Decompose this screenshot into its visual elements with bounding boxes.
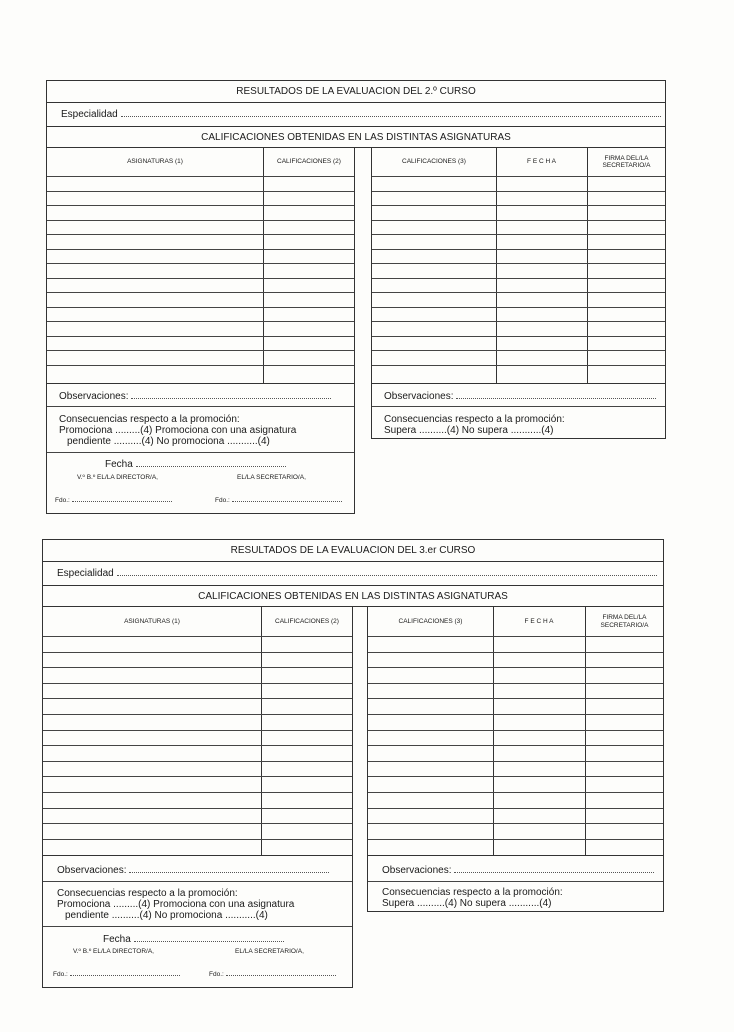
divider [43,881,352,882]
especialidad-row [47,103,665,127]
right-grades-block [367,606,664,912]
table-row[interactable] [372,292,665,293]
table-row[interactable] [372,321,665,322]
table-row[interactable] [372,365,665,366]
left-grades-block [42,606,353,988]
secretario-label: EL/LA SECRETARIO/A, [237,474,306,481]
observaciones-field[interactable] [456,398,656,399]
col-divider [493,607,494,855]
observaciones-field[interactable] [129,872,329,873]
col-firma-line-2: SECRETARIO/A [602,162,651,169]
left-grades-table [46,148,355,384]
fdo-secretario-field[interactable] [226,975,336,976]
fdo-director [53,971,180,978]
especialidad-label: Especialidad [61,109,118,120]
table-row[interactable] [43,839,352,840]
fdo-director-field[interactable] [72,501,172,502]
form-title [47,81,665,103]
table-row[interactable] [47,278,354,279]
table-row[interactable] [368,652,663,653]
table-row[interactable] [47,350,354,351]
consecuencias-block [59,414,296,447]
consecuencias-line-1: Consecuencias respecto a la promoción: [382,887,563,898]
fdo-label: Fdo.: [209,971,224,978]
table-row[interactable] [368,792,663,793]
observaciones-field[interactable] [131,398,331,399]
table-row[interactable] [47,205,354,206]
col-firma-line-2: SECRETARIO/A [600,621,649,629]
form-title-text: RESULTADOS DE LA EVALUACION DEL 3.er CURSO [230,545,476,556]
consecuencias-block [57,888,294,921]
table-row[interactable] [47,220,354,221]
col-calificaciones-2: CALIFICACIONES (2) [275,617,339,625]
col-divider [496,148,497,383]
table-row[interactable] [47,292,354,293]
table-row[interactable] [372,205,665,206]
table-row[interactable] [372,234,665,235]
table-row[interactable] [43,636,352,637]
col-calificaciones-2: CALIFICACIONES (2) [277,158,341,166]
secretario-label: EL/LA SECRETARIO/A, [235,948,304,955]
divider [43,926,352,927]
right-grades-table [367,607,664,856]
observaciones-row [384,391,656,402]
col-firma [585,607,664,636]
director-label: V.º B.º EL/LA DIRECTOR/A, [77,474,158,481]
table-row[interactable] [372,263,665,264]
especialidad-row [43,562,663,586]
consecuencias-line-3: pendiente ..........(4) No promociona ...........(4) [67,436,270,447]
col-divider [263,148,264,383]
table-row[interactable] [47,263,354,264]
observaciones-field[interactable] [454,872,654,873]
fdo-secretario [209,971,336,978]
fdo-director [55,497,172,504]
table-row[interactable] [368,683,663,684]
table-row[interactable] [372,249,665,250]
calificaciones-heading-text: CALIFICACIONES OBTENIDAS EN LAS DISTINTAS ASIGNATURAS [201,132,511,143]
fecha-row [105,459,286,470]
consecuencias-line-2: Supera ..........(4) No supera ...........(4) [382,898,552,909]
table-row[interactable] [47,321,354,322]
table-row[interactable] [47,336,354,337]
table-row[interactable] [372,278,665,279]
table-row[interactable] [47,249,354,250]
table-row[interactable] [43,683,352,684]
table-row[interactable] [368,730,663,731]
table-row[interactable] [43,776,352,777]
table-row[interactable] [43,823,352,824]
fecha-field[interactable] [136,466,286,467]
consecuencias-line-2: Supera ..........(4) No supera ...........(4) [384,425,554,436]
observaciones-label: Observaciones: [384,391,454,402]
table-row[interactable] [368,698,663,699]
table-row[interactable] [368,776,663,777]
table-row[interactable] [43,652,352,653]
form-title [43,540,663,562]
observaciones-label: Observaciones: [57,865,127,876]
fdo-secretario [215,497,342,504]
col-asignaturas: ASIGNATURAS (1) [127,158,183,166]
fdo-label: Fdo.: [53,971,68,978]
fecha-field[interactable] [134,941,284,942]
fdo-label: Fdo.: [55,497,70,504]
table-row[interactable] [47,234,354,235]
fdo-secretario-field[interactable] [232,501,342,502]
table-row[interactable] [43,792,352,793]
consecuencias-line-1: Consecuencias respecto a la promoción: [384,414,565,425]
director-label: V.º B.º EL/LA DIRECTOR/A, [73,948,154,955]
table-row[interactable] [372,220,665,221]
table-row[interactable] [43,745,352,746]
fdo-director-field[interactable] [70,975,180,976]
col-calificaciones-3: CALIFICACIONES (3) [402,158,466,166]
divider [372,406,665,407]
consecuencias-block [384,414,565,436]
calificaciones-heading [47,127,665,148]
table-row[interactable] [372,350,665,351]
table-row[interactable] [47,307,354,308]
table-row[interactable] [368,823,663,824]
table-row[interactable] [47,176,354,177]
table-row[interactable] [368,667,663,668]
form-header-block [46,80,666,148]
divider [47,406,354,407]
calificaciones-heading-text: CALIFICACIONES OBTENIDAS EN LAS DISTINTAS ASIGNATURAS [198,591,508,602]
consecuencias-line-2: Promociona .........(4) Promociona con una asignatura [59,425,297,436]
fecha-label: Fecha [105,459,133,470]
divider [47,452,354,453]
col-divider [585,607,586,855]
right-grades-table [371,148,666,384]
table-row[interactable] [368,745,663,746]
col-divider [587,148,588,383]
table-row[interactable] [43,667,352,668]
fecha-label: Fecha [103,934,131,945]
table-row[interactable] [368,761,663,762]
observaciones-row [59,391,331,402]
col-fecha: F E C H A [527,158,556,166]
form-title-text: RESULTADOS DE LA EVALUACION DEL 2.º CURSO [236,86,476,97]
fdo-label: Fdo.: [215,497,230,504]
consecuencias-line-1: Consecuencias respecto a la promoción: [59,414,240,425]
table-row[interactable] [368,714,663,715]
observaciones-row [382,865,654,876]
right-grades-block [371,147,666,439]
especialidad-field[interactable] [121,116,661,117]
calificaciones-heading [43,586,663,607]
consecuencias-block [382,887,563,909]
form-header-block [42,539,664,607]
especialidad-label: Especialidad [57,568,114,579]
col-calificaciones-3: CALIFICACIONES (3) [398,617,463,625]
table-row[interactable] [368,636,663,637]
divider [368,881,663,882]
left-grades-block [46,147,355,514]
observaciones-label: Observaciones: [382,865,452,876]
table-row[interactable] [43,808,352,809]
col-divider [261,607,262,855]
consecuencias-line-1: Consecuencias respecto a la promoción: [57,888,238,899]
table-row[interactable] [43,698,352,699]
fecha-row [103,934,284,945]
table-row[interactable] [368,839,663,840]
consecuencias-line-2: Promociona .........(4) Promociona con una asignatura [57,899,295,910]
table-row[interactable] [368,808,663,809]
table-row[interactable] [47,365,354,366]
col-firma [587,148,666,176]
table-row[interactable] [372,191,665,192]
table-row[interactable] [372,336,665,337]
observaciones-row [57,865,329,876]
table-row[interactable] [372,307,665,308]
col-fecha: F E C H A [524,617,554,625]
col-firma-line-1: FIRMA DEL/LA [602,614,647,622]
consecuencias-line-3: pendiente ..........(4) No promociona ...........(4) [65,910,268,921]
table-row[interactable] [43,761,352,762]
col-asignaturas: ASIGNATURAS (1) [124,617,180,625]
col-firma-line-1: FIRMA DEL/LA [604,154,649,162]
especialidad-field[interactable] [117,575,657,576]
left-grades-table [42,607,353,856]
table-row[interactable] [372,176,665,177]
table-row[interactable] [43,714,352,715]
table-row[interactable] [47,191,354,192]
table-row[interactable] [43,730,352,731]
observaciones-label: Observaciones: [59,391,129,402]
